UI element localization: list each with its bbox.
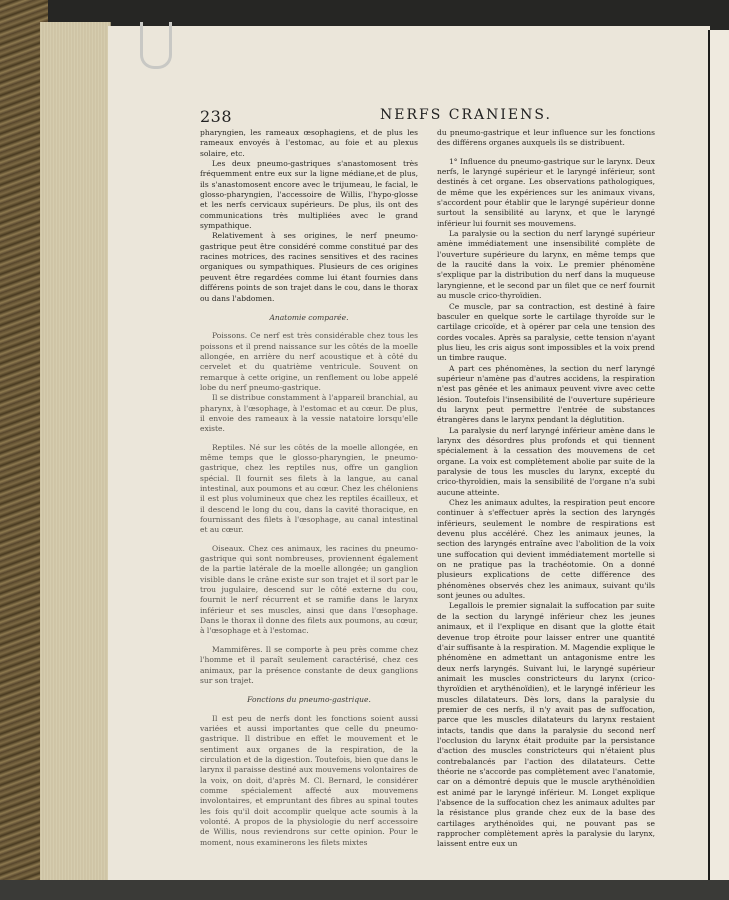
left-paragraph: Il est peu de nerfs dont les fonctions soient aussi variées et aussi importantes que celle du pneumo-gastrique. Il distribue en effet le mouvement et le sentiment aux organes de la respiration, de la circulation et de la digestion. Toutefois, bien que dans le larynx il paraisse destiné aux mouvemens volontaires de la voix, on doit, d'après M. Cl. Bernard, le considérer comme spécialement affecté aux mouvemens involontaires, et empruntant des fibres au spinal toutes les fois qu'il doit accomplir quelque acte soumis à la volonté. A propos de la physiologie du nerf accessoire de Willis, nous reviendrons sur cette opinion. Pour le moment, nous examinerons les filets mixtes (200, 713, 418, 847)
right-paragraph: A part ces phénomènes, la section du nerf laryngé supérieur n'amène pas d'autres accidens, la respiration n'est pas gênée et les animaux peuvent vivre avec cette lésion. Toutefois l'insensibilité de l'ouverture supérieure du larynx peut permettre l'entrée de substances étrangères dans le larynx pendant la déglutition. (437, 363, 655, 425)
right-paragraph: La paralysie du nerf laryngé inférieur amène dans le larynx des désordres plus profonds et qui tiennent spécialement à la cessation des mouvemens de cet organe. La voix est complètement abolie par suite de la paralysie de tous les muscles du larynx, excepté du crico-thyroïdien, mais la sensibilité de l'organe n'a subi aucune atteinte. (437, 425, 655, 497)
left-paragraph: Les deux pneumo-gastriques s'anastomosent très fréquemment entre eux sur la ligne médiane,et de plus, ils s'anastomosent encore avec le trijumeau, le facial, le glosso-pharyngien, l'accessoire de Willis, l'hypo-glosse et les nerfs cervicaux supérieurs. De plus, ils ont des communications très multipliées avec le grand sympathique. (200, 159, 418, 231)
facing-page-edge (708, 30, 729, 880)
running-header (200, 107, 680, 127)
left-paragraph: pharyngien, les rameaux œsophagiens, et de plus les rameaux envoyés à l'estomac, au foie et au plexus solaire, etc. (200, 128, 418, 158)
right-paragraph: du pneumo-gastrique et leur influence sur les fonctions des différens organes auxquels ils se distribuent. (437, 128, 655, 148)
right-paragraph: La paralysie ou la section du nerf laryngé supérieur amène immédiatement une insensibilité complète de l'ouverture supérieure du larynx, en même temps que de la raucité dans la voix. Le premier phénomène s'explique par la distribution du nerf dans la muqueuse laryngienne, et le second par un filet que ce nerf fournit au muscle crico-thyroïdien. (437, 229, 655, 301)
left-paragraph: Mammifères. Il se comporte à peu près comme chez l'homme et il paraît seulement caractérisé, chez ces animaux, par la présence constante de deux ganglions sur son trajet. (200, 644, 418, 685)
right-column (437, 128, 655, 850)
right-paragraph: 1° Influence du pneumo-gastrique sur le larynx. Deux nerfs, le laryngé supérieur et le laryngé inférieur, sont destinés à cet organe. Les observations pathologiques, de même que les expériences sur les animaux vivans, s'accordent pour établir que le laryngé supérieur donne surtout la sensibilité au larynx, et que le laryngé inférieur lui fournit ses mouvemens. (437, 156, 655, 228)
left-paragraph: Il se distribue constamment à l'appareil branchial, au pharynx, à l'œsophage, à l'estomac et au cœur. De plus, il envoie des rameaux à la vessie natatoire lorsqu'elle existe. (200, 393, 418, 434)
left-paragraph: Relativement à ses origines, le nerf pneumo-gastrique peut être considéré comme constitué par des racines motrices, des racines sensitives et des racines organiques ou sympathiques. Plusieurs de ces origines peuvent être regardées comme lui étant fournies dans différens points de son trajet dans le cou, dans le thorax ou dans l'abdomen. (200, 231, 418, 303)
page-clip (140, 22, 172, 69)
page-edges (40, 22, 111, 884)
left-paragraph: Reptiles. Né sur les côtés de la moelle allongée, en même temps que le glosso-pharyngien, le pneumo-gastrique, chez les reptiles nus, offre un ganglion spécial. Il fournit ses filets à la langue, au canal intestinal, aux poumons et au cœur. Chez les chéloniens il est plus volumineux que chez les reptiles écailleux, et il descend le long du cou, dans la cavité thoracique, en fournissant des filets à l'œsophage, au canal intestinal et au cœur. (200, 442, 418, 535)
right-paragraph: Legallois le premier signalait la suffocation par suite de la section du laryngé inférieur chez les jeunes animaux, et il l'explique en disant que la glotte était devenue trop étroite pour laisser entrer une quantité d'air suffisante à la respiration. M. Magendie explique le phénomène en admettant un antagonisme entre les deux nerfs laryngés. Suivant lui, le laryngé supérieur animait les muscles constricteurs du larynx (crico-thyroïdien et arythénoïdien), et le laryngé inférieur les muscles dilatateurs. Dès lors, dans la paralysie du premier de ces nerfs, il n'y avait pas de suffocation, parce que les muscles dilatateurs du larynx restaient intacts, tandis que dans la paralysie du second nerf l'occlusion du larynx était produite par la persistance d'action des muscles constricteurs qui n'étaient plus contrebalancés par l'action des dilatateurs. Cette théorie ne s'accorde pas complètement avec l'anatomie, car on a démontré depuis que le muscle arythénoïdien est animé par le laryngé inférieur. M. Longet explique l'absence de la suffocation chez les animaux adultes par la résistance plus grande chez eux de la base des cartilages arythénoïdes qui, ne pouvant pas se rapprocher complètement après la paralysie du larynx, laissent entre eux un (437, 601, 655, 849)
left-column (200, 128, 418, 848)
right-paragraph: Ce muscle, par sa contraction, est destiné à faire basculer en quelque sorte le cartilage thyroïde sur le cartilage cricoïde, et à opérer par cela une tension des cordes vocales. Après sa paralysie, cette tension n'ayant plus lieu, les cris aigus sont impossibles et la voix prend un timbre rauque. (437, 301, 655, 363)
cover-bottom (0, 880, 729, 900)
left-paragraph: Poissons. Ce nerf est très considérable chez tous les poissons et il prend naissance sur les côtés de la moelle allongée, en arrière du nerf acoustique et à côté du cervelet et du quatrième ventricule. Souvent on remarque à cette origine, un renflement ou lobe appelé lobe du nerf pneumo-gastrique. (200, 331, 418, 392)
section-heading: Anatomie comparée. (269, 312, 349, 322)
page-number: 238 (200, 107, 233, 126)
right-paragraph: Chez les animaux adultes, la respiration peut encore continuer à s'effectuer après la section des laryngés inférieurs, seulement le nombre de respirations est devenu plus accéléré. Chez les animaux jeunes, la section des laryngés entraîne avec l'abolition de la voix une suffocation qui devient immédiatement mortelle si on ne pratique pas la trachéotomie. On a donné plusieurs explications de cette différence des phénomènes observés chez les animaux, suivant qu'ils sont jeunes ou adultes. (437, 498, 655, 601)
running-title: NERFS CRANIENS. (380, 107, 552, 123)
left-paragraph: Oiseaux. Chez ces animaux, les racines du pneumo-gastrique qui sont nombreuses, proviennent également de la partie latérale de la moelle allongée; un ganglion visible dans le crâne existe sur son trajet et il sort par le trou jugulaire, descend sur le côté externe du cou, fournit le nerf récurrent et se ramifie dans le larynx inférieur et ses muscles, ainsi que dans l'œsophage. Dans le thorax il donne des filets aux poumons, au cœur, à l'œsophage et à l'estomac. (200, 543, 418, 636)
section-heading: Fonctions du pneumo-gastrique. (247, 695, 371, 705)
